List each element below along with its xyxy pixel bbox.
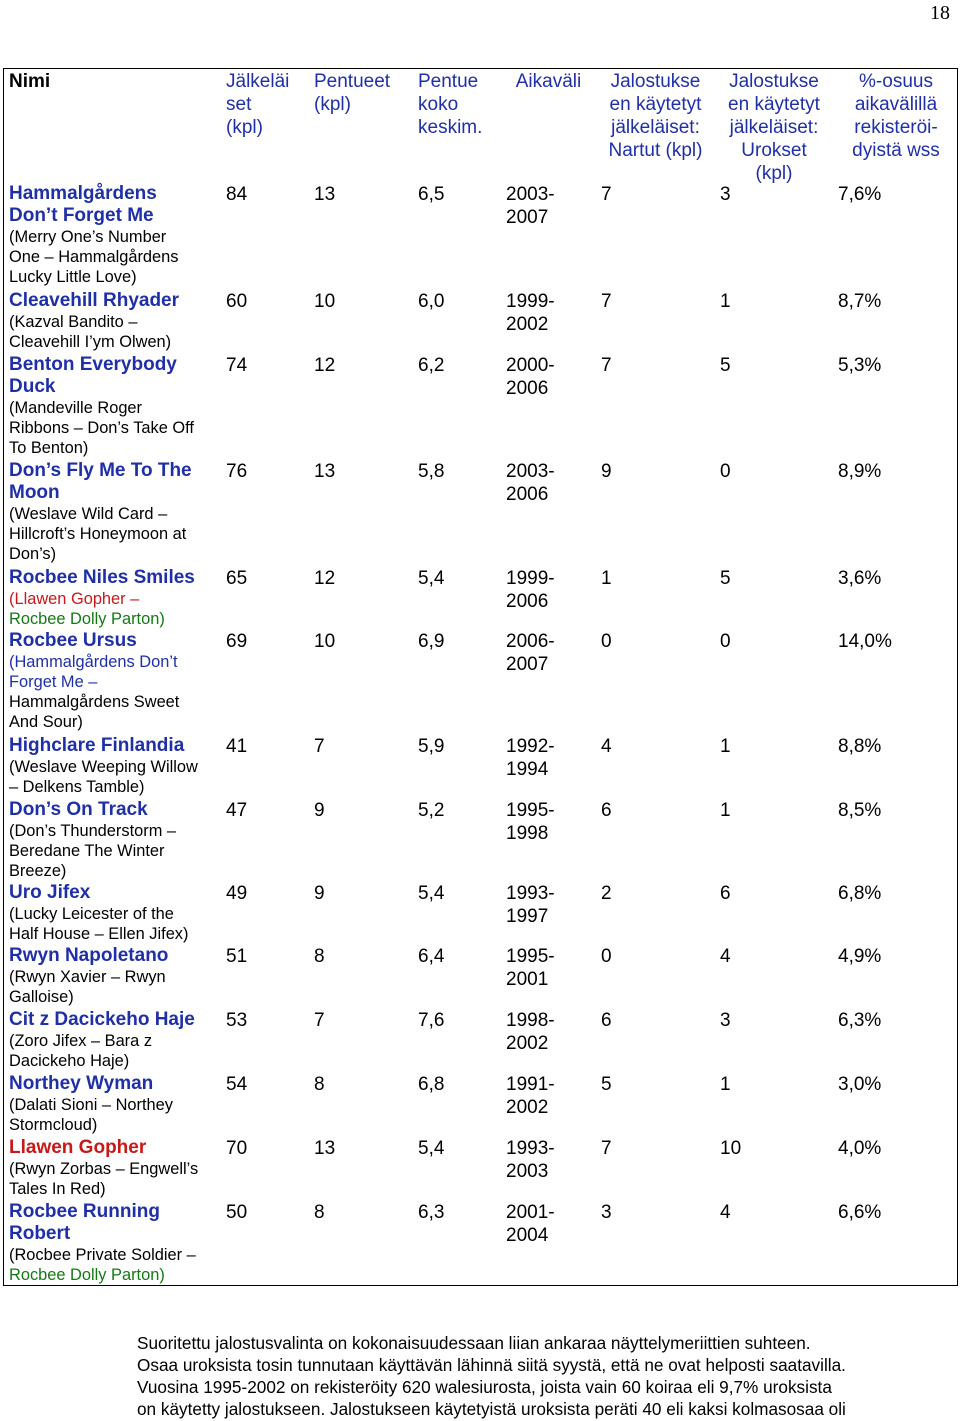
share-percent: 7,6%	[838, 184, 882, 205]
dog-parents: (Lucky Leicester of the	[9, 905, 174, 923]
litter-count: 8	[314, 1074, 325, 1095]
used-male-count: 0	[720, 631, 731, 652]
dog-name: Moon	[9, 482, 60, 503]
litter-average: 5,4	[418, 883, 445, 904]
dog-name-cell	[4, 630, 221, 735]
litter-count: 10	[314, 291, 336, 312]
dog-parents: Hammalgårdens Sweet	[9, 693, 180, 711]
dog-parents: Beredane The Winter	[9, 842, 165, 860]
litter-count: 9	[314, 800, 325, 821]
offspring-count: 69	[226, 631, 248, 652]
period	[501, 882, 596, 945]
dog-parents: (Dalati Sioni – Northey	[9, 1096, 173, 1114]
litter-average: 6,2	[418, 355, 445, 376]
table-row	[4, 799, 957, 882]
dog-parents: (Llawen Gopher –	[9, 590, 140, 608]
used-female-count: 7	[601, 1138, 612, 1159]
dog-parents: Galloise)	[9, 988, 74, 1006]
share-percent: 8,8%	[838, 736, 882, 757]
header-text-line: rekisteröi-	[854, 117, 938, 138]
used-female-count: 7	[601, 355, 612, 376]
dog-parents: Half House – Ellen Jifex)	[9, 925, 189, 943]
litter-count: 9	[314, 883, 325, 904]
dog-name: Rocbee Niles Smiles	[9, 567, 195, 588]
used-female-count: 7	[601, 184, 612, 205]
period-part: 2003	[506, 1161, 549, 1182]
period-part: 1995-	[506, 946, 555, 967]
period	[501, 735, 596, 799]
table-row	[4, 1009, 957, 1073]
period-part: 2002	[506, 1097, 549, 1118]
dog-parents: (Merry One’s Number	[9, 228, 167, 246]
offspring-count: 76	[226, 461, 248, 482]
period	[501, 290, 596, 354]
header-share	[833, 69, 959, 185]
table-row	[4, 1137, 957, 1201]
header-text-line: Aikaväli	[515, 71, 582, 92]
header-used-male	[715, 69, 833, 185]
dog-name: Benton Everybody	[9, 354, 177, 375]
table-row	[4, 460, 957, 567]
litter-count: 8	[314, 946, 325, 967]
header-text-line: Nartut (kpl)	[608, 140, 703, 161]
table-body	[4, 183, 957, 1286]
period-part: 1995-	[506, 800, 555, 821]
footnote-line: on käytetty jalostukseen. Jalostukseen käytetyistä uroksista peräti 40 eli kaksi kolmasosaa oli	[137, 1399, 846, 1419]
table-row	[4, 735, 957, 799]
dog-name: Robert	[9, 1223, 71, 1244]
period-part: 1991-	[506, 1074, 555, 1095]
dog-parents: Forget Me –	[9, 673, 98, 691]
header-text-line: Jälkeläi	[226, 71, 290, 92]
table-row	[4, 1201, 957, 1286]
used-female-count: 4	[601, 736, 612, 757]
table-row	[4, 290, 957, 354]
period	[501, 1137, 596, 1201]
period	[501, 460, 596, 567]
litter-count: 12	[314, 355, 336, 376]
offspring-count: 84	[226, 184, 248, 205]
offspring-count: 74	[226, 355, 248, 376]
period	[501, 799, 596, 882]
period-part: 2002	[506, 1033, 549, 1054]
period	[501, 630, 596, 735]
offspring-count: 65	[226, 568, 248, 589]
used-male-count: 1	[720, 291, 731, 312]
dog-name: Don’s On Track	[9, 799, 148, 820]
litter-average: 6,4	[418, 946, 445, 967]
table-header-row	[4, 69, 957, 183]
litter-count: 8	[314, 1202, 325, 1223]
litter-count: 12	[314, 568, 336, 589]
used-male-count: 10	[720, 1138, 742, 1159]
header-text-line: Jalostukse	[729, 71, 819, 92]
share-percent: 5,3%	[838, 355, 882, 376]
dog-parents: (Weslave Weeping Willow	[9, 758, 198, 776]
share-percent: 6,6%	[838, 1202, 882, 1223]
dog-name-cell	[4, 290, 221, 354]
used-female-count: 3	[601, 1202, 612, 1223]
period-part: 2006	[506, 591, 549, 612]
header-text-line: Jalostukse	[610, 71, 701, 92]
used-male-count: 3	[720, 1010, 731, 1031]
header-text-line: aikavälillä	[854, 94, 938, 115]
dog-name: Rwyn Napoletano	[9, 945, 169, 966]
header-text-line: koko	[418, 94, 459, 115]
used-male-count: 1	[720, 800, 731, 821]
header-text-line: keskim.	[418, 117, 483, 138]
dog-parents: – Delkens Tamble)	[9, 778, 145, 796]
dog-name-cell	[4, 1009, 221, 1073]
used-female-count: 5	[601, 1074, 612, 1095]
footnote-line: Vuosina 1995-2002 on rekisteröity 620 walesiurosta, joista vain 60 koiraa eli 9,7% uroksista	[137, 1377, 832, 1397]
dog-parents: (Rwyn Xavier – Rwyn	[9, 968, 166, 986]
header-text-line: en käytetyt	[728, 94, 820, 115]
dog-name-cell	[4, 460, 221, 567]
used-female-count: 1	[601, 568, 612, 589]
dog-name: Rocbee Ursus	[9, 630, 137, 651]
header-text-line: jälkeläiset:	[611, 117, 700, 138]
litter-average: 6,8	[418, 1074, 445, 1095]
litter-average: 5,8	[418, 461, 445, 482]
used-male-count: 1	[720, 736, 731, 757]
dog-parents: Stormcloud)	[9, 1116, 98, 1134]
header-text-line: Pentue	[418, 71, 479, 92]
period-part: 2000-	[506, 355, 555, 376]
dog-name: Uro Jifex	[9, 882, 91, 903]
offspring-count: 54	[226, 1074, 248, 1095]
offspring-count: 70	[226, 1138, 248, 1159]
table-row	[4, 945, 957, 1009]
dog-parents: Cleavehill I’ym Olwen)	[9, 333, 172, 351]
period-part: 2002	[506, 314, 549, 335]
offspring-count: 50	[226, 1202, 248, 1223]
share-percent: 14,0%	[838, 631, 892, 652]
used-female-count: 6	[601, 800, 612, 821]
dog-name: Rocbee Running	[9, 1201, 160, 1222]
table-row	[4, 567, 957, 630]
period-part: 1994	[506, 759, 549, 780]
used-male-count: 0	[720, 461, 731, 482]
header-text-line: set	[226, 94, 252, 115]
dog-parents: To Benton)	[9, 439, 89, 457]
litter-count: 7	[314, 1010, 325, 1031]
dog-name-cell	[4, 354, 221, 460]
period	[501, 354, 596, 460]
dog-name-cell	[4, 1073, 221, 1137]
period-part: 2003-	[506, 184, 555, 205]
used-female-count: 9	[601, 461, 612, 482]
sire-statistics-table	[3, 68, 958, 1286]
period	[501, 945, 596, 1009]
share-percent: 8,7%	[838, 291, 882, 312]
litter-count: 13	[314, 1138, 336, 1159]
dog-parents: Rocbee Dolly Parton)	[9, 610, 165, 628]
period	[501, 567, 596, 630]
dog-parents: Hillcroft’s Honeymoon at	[9, 525, 187, 543]
share-percent: 6,8%	[838, 883, 882, 904]
table-row	[4, 630, 957, 735]
used-male-count: 4	[720, 946, 731, 967]
litter-average: 7,6	[418, 1010, 445, 1031]
offspring-count: 41	[226, 736, 248, 757]
dog-name: Duck	[9, 376, 56, 397]
used-male-count: 6	[720, 883, 731, 904]
dog-parents: Tales In Red)	[9, 1180, 106, 1198]
table-row	[4, 354, 957, 460]
dog-name-cell	[4, 567, 221, 630]
header-text-line: (kpl)	[755, 163, 793, 184]
period-part: 1992-	[506, 736, 555, 757]
dog-name-cell	[4, 183, 221, 290]
dog-parents: (Hammalgårdens Don’t	[9, 653, 178, 671]
header-text-line: Pentueet	[314, 71, 391, 92]
offspring-count: 51	[226, 946, 248, 967]
header-name: Nimi	[9, 71, 51, 92]
period-part: 2006-	[506, 631, 555, 652]
header-text-line: jälkeläiset:	[729, 117, 819, 138]
dog-name: Don’t Forget Me	[9, 205, 154, 226]
period	[501, 1201, 596, 1286]
period	[501, 1073, 596, 1137]
dog-name-cell	[4, 735, 221, 799]
dog-name: Northey Wyman	[9, 1073, 154, 1094]
dog-parents: (Rocbee Private Soldier –	[9, 1246, 196, 1264]
period-part: 2004	[506, 1225, 549, 1246]
litter-count: 10	[314, 631, 336, 652]
dog-name-cell	[4, 945, 221, 1009]
used-male-count: 1	[720, 1074, 731, 1095]
dog-parents: Ribbons – Don’s Take Off	[9, 419, 194, 437]
period-part: 2007	[506, 654, 549, 675]
dog-name-cell	[4, 1137, 221, 1201]
dog-name: Llawen Gopher	[9, 1137, 147, 1158]
dog-name-cell	[4, 799, 221, 882]
dog-parents: And Sour)	[9, 713, 83, 731]
dog-parents: (Rwyn Zorbas – Engwell’s	[9, 1160, 199, 1178]
table-row	[4, 183, 957, 290]
header-text-line: %-osuus	[859, 71, 933, 92]
header-used-female	[596, 69, 715, 185]
share-percent: 8,5%	[838, 800, 882, 821]
used-female-count: 6	[601, 1010, 612, 1031]
dog-parents: (Weslave Wild Card –	[9, 505, 168, 523]
dog-parents: Lucky Little Love)	[9, 268, 137, 286]
footnote-line: Suoritettu jalostusvalinta on kokonaisuudessaan liian ankaraa näyttelymeriittien suhteen.	[137, 1333, 811, 1353]
period-part: 1998	[506, 823, 549, 844]
litter-count: 7	[314, 736, 325, 757]
period-part: 1997	[506, 906, 549, 927]
share-percent: 4,9%	[838, 946, 882, 967]
period	[501, 1009, 596, 1073]
period-part: 1998-	[506, 1010, 555, 1031]
offspring-count: 53	[226, 1010, 248, 1031]
litter-average: 5,4	[418, 1138, 445, 1159]
dog-parents: One – Hammalgårdens	[9, 248, 179, 266]
header-text-line: Urokset	[741, 140, 807, 161]
period-part: 1999-	[506, 291, 555, 312]
litter-count: 13	[314, 461, 336, 482]
used-male-count: 3	[720, 184, 731, 205]
page-number: 18	[930, 2, 950, 24]
period-part: 2006	[506, 378, 549, 399]
litter-count: 13	[314, 184, 336, 205]
litter-average: 6,0	[418, 291, 445, 312]
used-female-count: 7	[601, 291, 612, 312]
period	[501, 183, 596, 290]
period-part: 1999-	[506, 568, 555, 589]
litter-average: 5,9	[418, 736, 445, 757]
dog-name-cell	[4, 882, 221, 945]
dog-parents: Dacickeho Haje)	[9, 1052, 130, 1070]
share-percent: 6,3%	[838, 1010, 882, 1031]
period-part: 2001	[506, 969, 549, 990]
header-offspring	[221, 69, 309, 185]
dog-parents: (Kazval Bandito –	[9, 313, 138, 331]
litter-average: 5,4	[418, 568, 445, 589]
used-female-count: 2	[601, 883, 612, 904]
dog-parents: Breeze)	[9, 862, 67, 880]
dog-name: Hammalgårdens	[9, 183, 157, 204]
offspring-count: 47	[226, 800, 248, 821]
period-part: 1993-	[506, 1138, 555, 1159]
footnote-line: Osaa uroksista tosin tunnutaan käyttävän lähinnä siitä syystä, että ne ovat helposti saatavilla.	[137, 1355, 846, 1375]
header-text-line: dyistä wss	[852, 140, 940, 161]
table-row	[4, 1073, 957, 1137]
period-part: 2007	[506, 207, 549, 228]
period-part: 2006	[506, 484, 549, 505]
footnote-text	[137, 1332, 957, 1420]
dog-name: Cleavehill Rhyader	[9, 290, 180, 311]
share-percent: 8,9%	[838, 461, 882, 482]
table-row	[4, 882, 957, 945]
period-part: 2003-	[506, 461, 555, 482]
header-litter-average	[413, 69, 501, 185]
dog-name: Highclare Finlandia	[9, 735, 185, 756]
header-text-line: (kpl)	[314, 94, 351, 115]
used-male-count: 5	[720, 355, 731, 376]
litter-average: 6,9	[418, 631, 445, 652]
header-litters	[309, 69, 413, 185]
used-female-count: 0	[601, 946, 612, 967]
dog-parents: (Don’s Thunderstorm –	[9, 822, 177, 840]
dog-parents: (Zoro Jifex – Bara z	[9, 1032, 153, 1050]
offspring-count: 49	[226, 883, 248, 904]
dog-name: Don’s Fly Me To The	[9, 460, 192, 481]
header-text-line: (kpl)	[226, 117, 263, 138]
litter-average: 5,2	[418, 800, 445, 821]
used-female-count: 0	[601, 631, 612, 652]
litter-average: 6,5	[418, 184, 445, 205]
header-text-line: en käytetyt	[609, 94, 702, 115]
dog-name: Cit z Dacickeho Haje	[9, 1009, 195, 1030]
header-period	[501, 69, 596, 185]
dog-name-cell	[4, 1201, 221, 1286]
period-part: 2001-	[506, 1202, 555, 1223]
dog-parents: Rocbee Dolly Parton)	[9, 1266, 165, 1284]
litter-average: 6,3	[418, 1202, 445, 1223]
share-percent: 3,6%	[838, 568, 882, 589]
dog-parents: Don’s)	[9, 545, 57, 563]
used-male-count: 4	[720, 1202, 731, 1223]
dog-parents: (Mandeville Roger	[9, 399, 143, 417]
used-male-count: 5	[720, 568, 731, 589]
share-percent: 3,0%	[838, 1074, 882, 1095]
offspring-count: 60	[226, 291, 248, 312]
period-part: 1993-	[506, 883, 555, 904]
share-percent: 4,0%	[838, 1138, 882, 1159]
